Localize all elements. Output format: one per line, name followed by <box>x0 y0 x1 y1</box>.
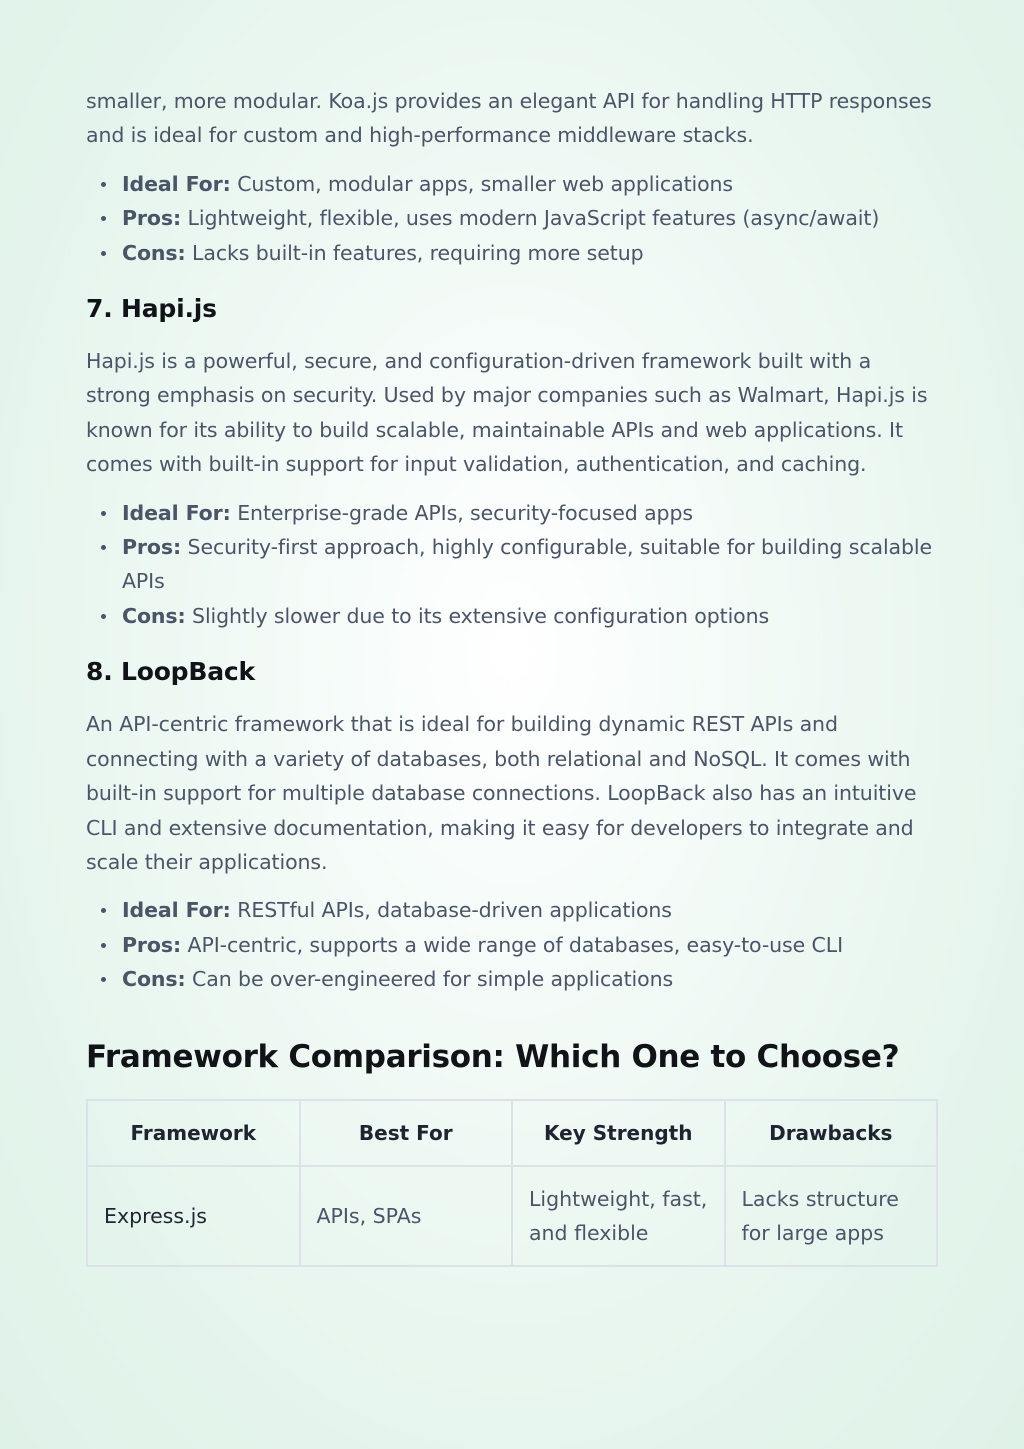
loopback-description: An API-centric framework that is ideal for building dynamic REST APIs and connecting with a variety of databases, both relational and NoSQL. It comes with built-in support for multiple database connections. LoopBack also has an intuitive CLI and extensive documentation, making it easy for developers to integrate and scale their applications. <box>86 712 917 874</box>
loopback-bullet-cons <box>86 962 938 996</box>
table-header-row <box>87 1100 937 1166</box>
bullet-label: Ideal For: <box>122 171 231 196</box>
comparison-table <box>86 1099 938 1267</box>
koa-section-continued <box>86 84 938 270</box>
comparison-heading: Framework Comparison: Which One to Choose? <box>86 1038 900 1075</box>
bullet-text: Security-first approach, highly configurable, suitable for building scalable APIs <box>122 535 933 594</box>
bullet-text: Enterprise-grade APIs, security-focused apps <box>230 500 693 525</box>
cell-key-strength: Lightweight, fast, and flexible <box>512 1166 725 1266</box>
bullet-label: Ideal For: <box>122 500 231 525</box>
loopback-bullet-list <box>86 893 938 996</box>
bullet-label: Cons: <box>122 240 186 265</box>
koa-bullet-list <box>86 167 938 270</box>
loopback-section <box>86 655 938 996</box>
loopback-heading: 8. LoopBack <box>86 657 255 687</box>
bullet-text: Can be over-engineered for simple applications <box>185 967 674 992</box>
loopback-bullet-pros <box>86 928 938 962</box>
table-row <box>87 1166 937 1266</box>
header-drawbacks: Drawbacks <box>725 1100 938 1166</box>
cell-best-for: APIs, SPAs <box>300 1166 513 1266</box>
header-framework: Framework <box>87 1100 300 1166</box>
hapi-description: Hapi.js is a powerful, secure, and configuration-driven framework built with a strong emphasis on security. Used by major companies such as Walmart, Hapi.js is known for its ability to build scalable, maintainable APIs and web applications. It comes with built-in support for input validation, authentication, and caching. <box>86 349 928 477</box>
bullet-text: RESTful APIs, database-driven applications <box>230 898 672 923</box>
hapi-bullet-cons <box>86 599 938 633</box>
hapi-bullet-ideal-for <box>86 496 938 530</box>
comparison-section <box>86 1035 938 1267</box>
bullet-label: Pros: <box>122 932 182 957</box>
bullet-text: API-centric, supports a wide range of databases, easy-to-use CLI <box>181 932 844 957</box>
bullet-label: Ideal For: <box>122 898 231 923</box>
koa-bullet-cons <box>86 236 938 270</box>
bullet-text: Lacks built-in features, requiring more setup <box>185 240 644 265</box>
koa-bullet-ideal-for <box>86 167 938 201</box>
bullet-text: Lightweight, flexible, uses modern JavaScript features (async/await) <box>181 206 880 231</box>
koa-description: smaller, more modular. Koa.js provides an elegant API for handling HTTP responses and is ideal for custom and high-performance middleware stacks. <box>86 89 932 148</box>
bullet-text: Slightly slower due to its extensive configuration options <box>185 603 770 628</box>
cell-drawbacks: Lacks structure for large apps <box>725 1166 938 1266</box>
bullet-label: Pros: <box>122 535 182 560</box>
hapi-section <box>86 292 938 633</box>
bullet-label: Cons: <box>122 603 186 628</box>
bullet-label: Cons: <box>122 967 186 992</box>
hapi-heading: 7. Hapi.js <box>86 294 217 324</box>
hapi-bullet-pros <box>86 530 938 599</box>
bullet-text: Custom, modular apps, smaller web applications <box>230 171 734 196</box>
loopback-bullet-ideal-for <box>86 893 938 927</box>
header-best-for: Best For <box>300 1100 513 1166</box>
koa-bullet-pros <box>86 201 938 235</box>
cell-framework: Express.js <box>87 1166 300 1266</box>
bullet-label: Pros: <box>122 206 182 231</box>
header-key-strength: Key Strength <box>512 1100 725 1166</box>
hapi-bullet-list <box>86 496 938 634</box>
